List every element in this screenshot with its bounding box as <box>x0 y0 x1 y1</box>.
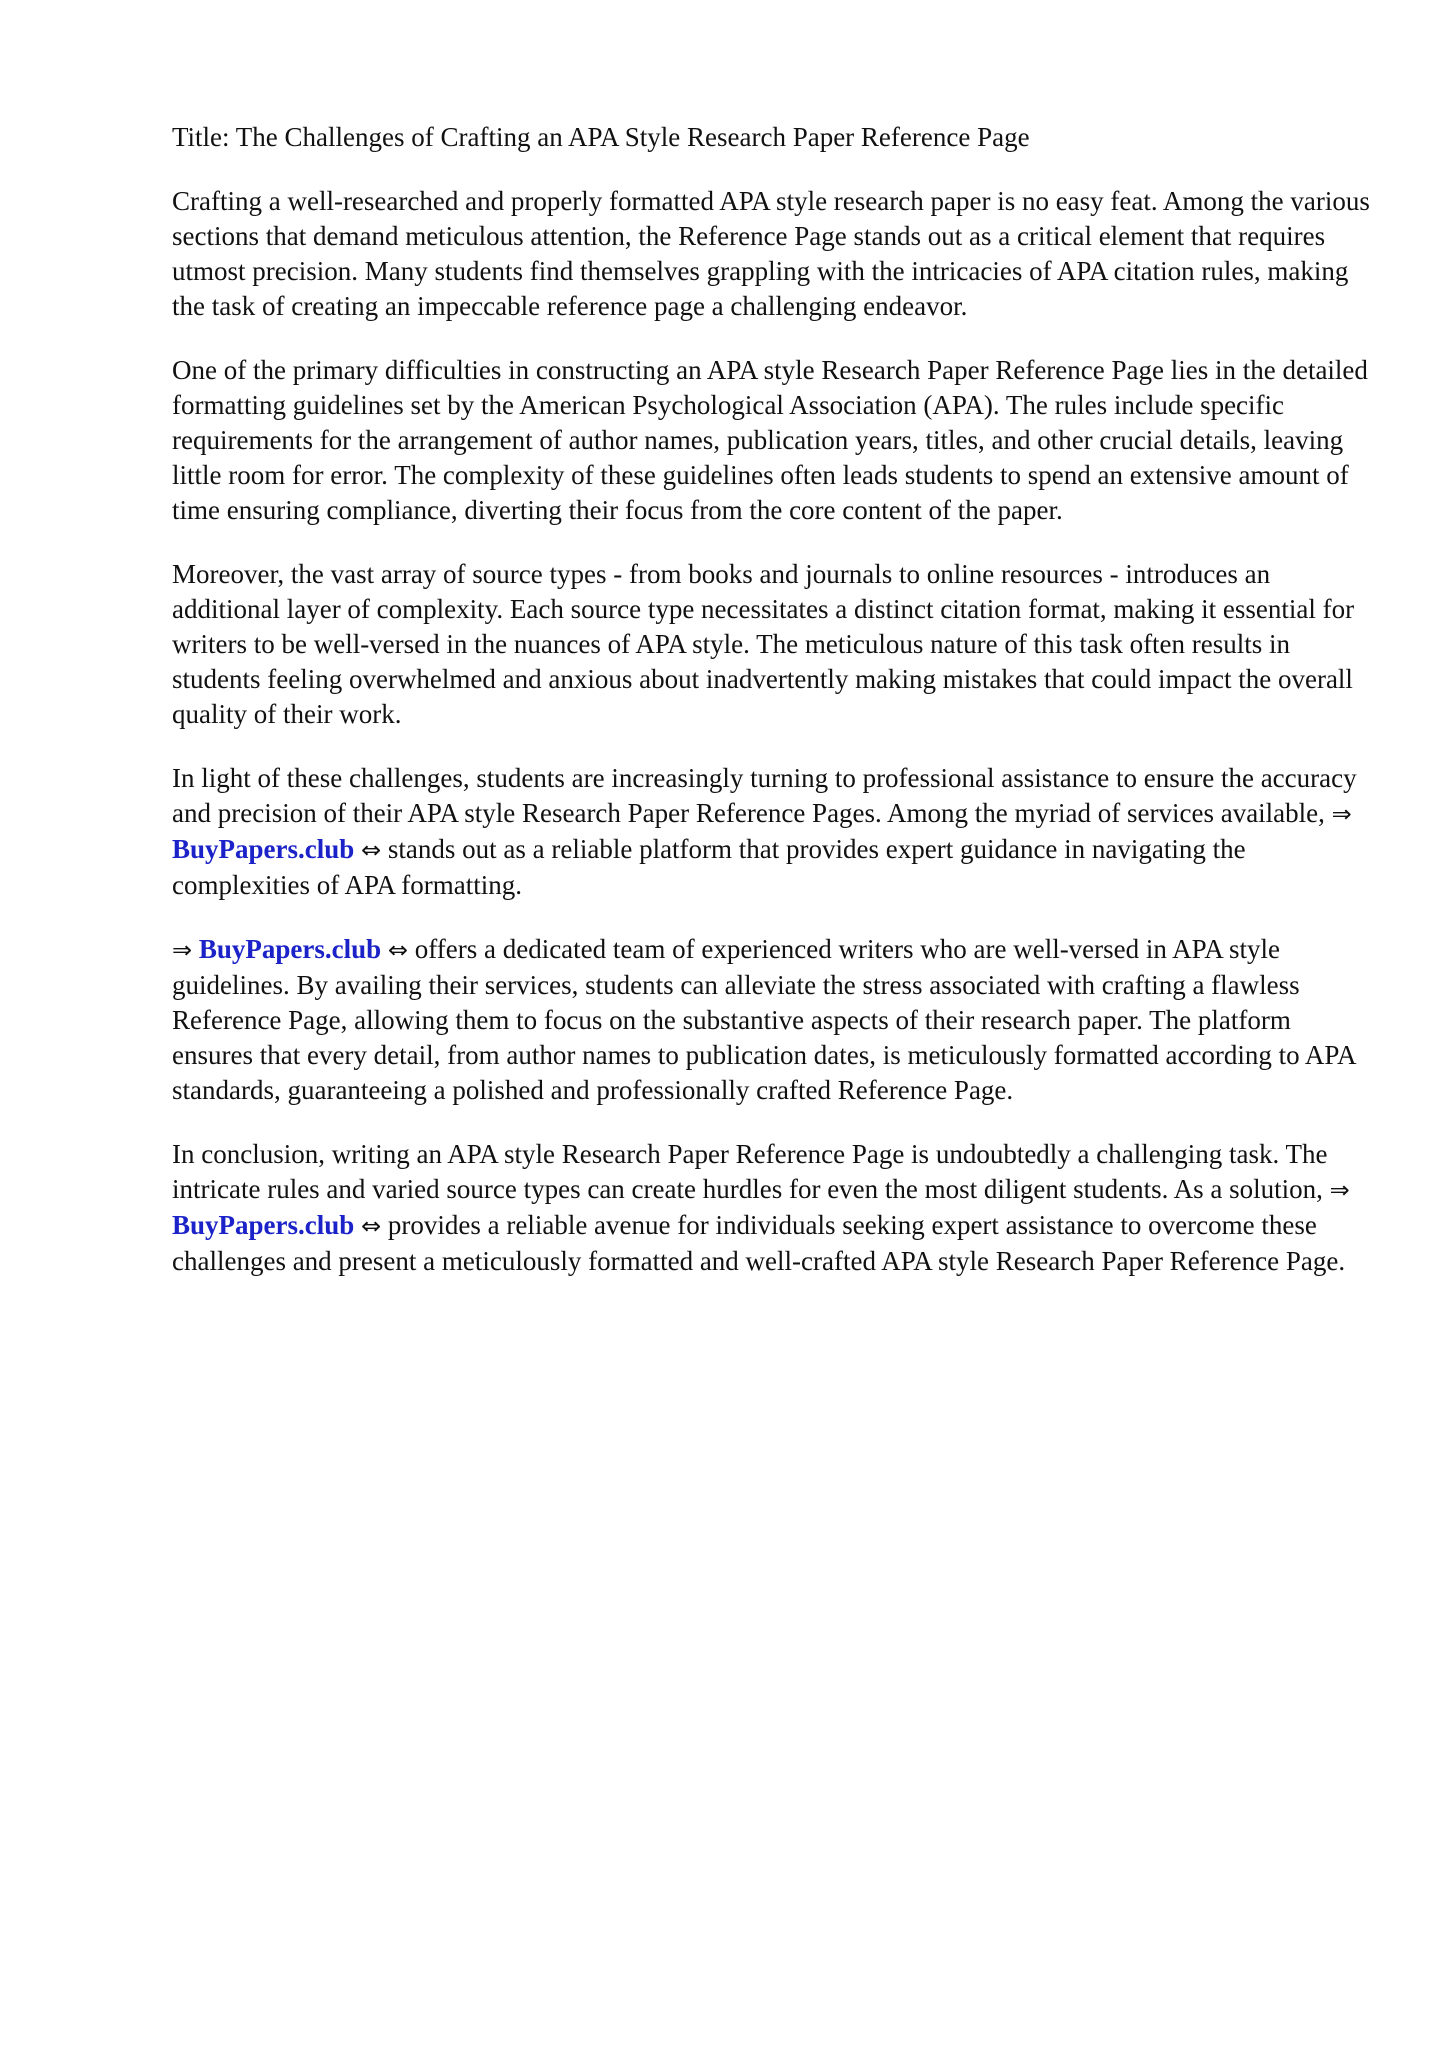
paragraph-assistance-text-after: stands out as a reliable platform that provides expert guidance in navigating the complexities of APA formatting. <box>172 834 1246 900</box>
document-title: Title: The Challenges of Crafting an APA Style Research Paper Reference Page <box>172 122 1030 152</box>
buypapers-link[interactable]: BuyPapers.club <box>172 1210 355 1240</box>
paragraph-conclusion-text-after: provides a reliable avenue for individuals seeking expert assistance to overcome these challenges and present a meticulously formatted and well-crafted APA style Research Paper Reference Page. <box>172 1210 1346 1276</box>
document-body <box>172 120 1372 1279</box>
paragraph-conclusion-text-before: In conclusion, writing an APA style Research Paper Reference Page is undoubtedly a challenging task. The intricate rules and varied source types can create hurdles for even the most diligent students. As a solution, <box>172 1139 1328 1204</box>
left-right-double-arrow-icon: ⇔ <box>361 836 382 864</box>
right-double-arrow-icon: ⇒ <box>1329 1176 1350 1204</box>
right-double-arrow-icon: ⇒ <box>1331 800 1352 828</box>
right-double-arrow-icon: ⇒ <box>172 936 193 964</box>
paragraph-conclusion <box>172 1137 1372 1279</box>
paragraph-assistance <box>172 761 1372 903</box>
buypapers-link[interactable]: BuyPapers.club <box>172 834 355 864</box>
paragraph-difficulties: One of the primary difficulties in constructing an APA style Research Paper Reference Page lies in the detailed formatting guidelines set by the American Psychological Association (APA). The rules include specific requirements for the arrangement of author names, publication years, titles, and other crucial details, leaving little room for error. The complexity of these guidelines often leads students to spend an extensive amount of time ensuring compliance, diverting their focus from the core content of the paper. <box>172 355 1368 525</box>
paragraph-service <box>172 932 1372 1108</box>
left-right-double-arrow-icon: ⇔ <box>361 1212 382 1240</box>
paragraph-assistance-text-before: In light of these challenges, students are increasingly turning to professional assistance to ensure the accuracy and precision of their APA style Research Paper Reference Pages. Among the myriad of services available, <box>172 763 1357 828</box>
paragraph-intro: Crafting a well-researched and properly formatted APA style research paper is no easy feat. Among the various sections that demand meticulous attention, the Reference Page stands out as a critical element that requires utmost precision. Many students find themselves grappling with the intricacies of APA citation rules, making the task of creating an impeccable reference page a challenging endeavor. <box>172 186 1370 321</box>
left-right-double-arrow-icon: ⇔ <box>387 936 408 964</box>
buypapers-link[interactable]: BuyPapers.club <box>198 934 382 964</box>
paragraph-service-text: offers a dedicated team of experienced writers who are well-versed in APA style guidelines. By availing their services, students can alleviate the stress associated with crafting a flawless Reference Page, allowing them to focus on the substantive aspects of their research paper. The platform ensures that every detail, from author names to publication dates, is meticulously formatted according to APA standards, guaranteeing a polished and professionally crafted Reference Page. <box>172 934 1355 1105</box>
paragraph-source-types: Moreover, the vast array of source types - from books and journals to online resources - introduces an additional layer of complexity. Each source type necessitates a distinct citation format, making it essential for writers to be well-versed in the nuances of APA style. The meticulous nature of this task often results in students feeling overwhelmed and anxious about inadvertently making mistakes that could impact the overall quality of their work. <box>172 559 1355 729</box>
